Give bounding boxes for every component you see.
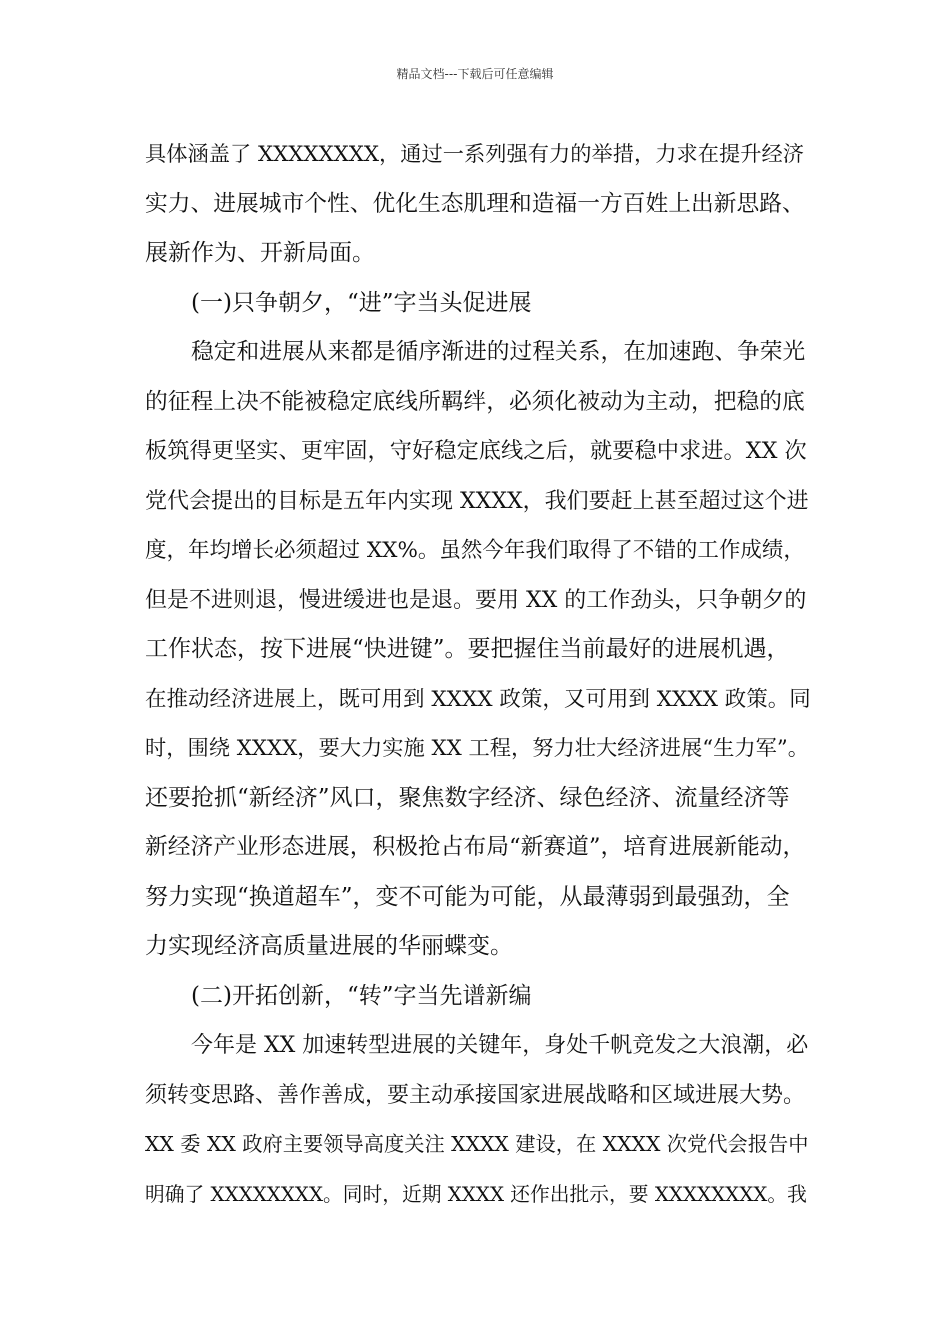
text-line: 工作状态，按下进展“快进键”。要把握住当前最好的进展机遇， — [145, 636, 790, 662]
text-line: (一)只争朝夕，“进”字当头促进展 — [191, 289, 532, 316]
text-line: XX 委 XX 政府主要领导高度关注 XXXX 建设，在 XXXX 次党代会报告中 — [145, 1132, 809, 1156]
text-line: 度，年均增长必须超过 XX%。虽然今年我们取得了不错的工作成绩， — [145, 538, 805, 563]
text-line: 力实现经济高质量进展的华丽蝶变。 — [145, 933, 513, 959]
text-line: 稳定和进展从来都是循序渐进的过程关系，在加速跑、争荣光 — [191, 339, 806, 365]
text-line: 展新作为、开新局面。 — [145, 240, 375, 266]
document-header: 精品文档---下载后可任意编辑 — [396, 67, 554, 81]
text-line: 须转变思路、善作善成，要主动承接国家进展战略和区域进展大势。 — [145, 1082, 806, 1108]
text-line: 的征程上决不能被稳定底线所羁绊，必须化被动为主动，把稳的底 — [145, 388, 805, 415]
text-line: 今年是 XX 加速转型进展的关键年，身处千帆竞发之大浪潮，必 — [191, 1033, 809, 1058]
text-line: 实力、进展城市个性、优化生态肌理和造福一方百姓上出新思路、 — [145, 190, 805, 217]
text-line: 但是不进则退，慢进缓进也是退。要用 XX 的工作劲头，只争朝夕的 — [145, 587, 807, 613]
text-line: 明确了 XXXXXXXX。同时，近期 XXXX 还作出批示，要 XXXXXXXX。我 — [145, 1182, 807, 1206]
text-line: 新经济产业形态进展，积极抢占布局“新赛道”，培育进展新能动， — [145, 834, 806, 860]
text-line: 时，围绕 XXXX，要大力实施 XX 工程，努力壮大经济进展“生力军”。 — [145, 736, 810, 761]
text-line: 在推动经济进展上，既可用到 XXXX 政策，又可用到 XXXX 政策。同 — [145, 686, 811, 712]
text-line: 板筑得更坚实、更牢固，守好稳定底线之后，就要稳中求进。XX 次 — [145, 438, 807, 464]
document-body — [145, 130, 810, 1219]
text-line: (二)开拓创新，“转”字当先谱新编 — [191, 982, 532, 1009]
text-line: 还要抢抓“新经济”风口，聚焦数字经济、绿色经济、流量经济等 — [145, 784, 790, 811]
text-line: 努力实现“换道超车”，变不可能为可能，从最薄弱到最强劲，全 — [145, 883, 790, 910]
text-line: 党代会提出的目标是五年内实现 XXXX，我们要赶上甚至超过这个进 — [145, 488, 809, 514]
text-line: 具体涵盖了 XXXXXXXX，通过一系列强有力的举措，力求在提升经济 — [145, 142, 805, 167]
